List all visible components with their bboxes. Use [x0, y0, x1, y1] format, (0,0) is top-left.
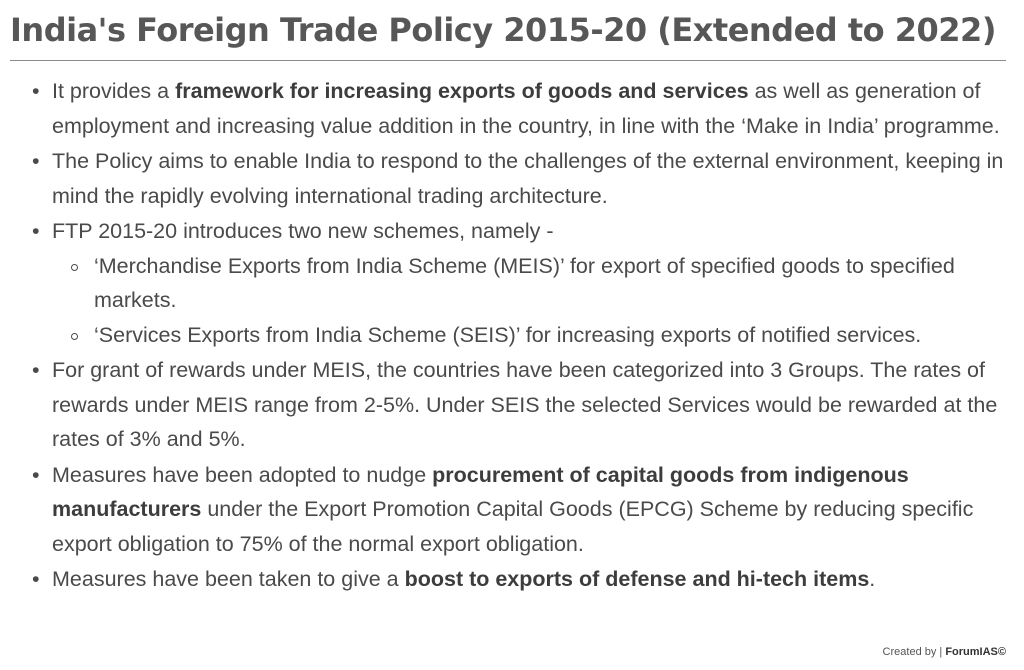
credit-prefix: Created by |: [882, 646, 946, 658]
bullet-item: [52, 144, 1012, 213]
bullet-item: [52, 353, 1012, 457]
bullet-item: [52, 74, 1012, 143]
bullet-item: [52, 214, 1012, 352]
bullet-bold-text: framework for increasing exports of goods and services: [175, 79, 749, 103]
credit-brand: ForumIAS©: [945, 646, 1006, 658]
bullet-item: [52, 458, 1012, 562]
credit-footer: [883, 644, 1006, 660]
bullet-bold-text: boost to exports of defense and hi-tech items: [404, 567, 870, 591]
bullet-text: For grant of rewards under MEIS, the countries have been categorized into 3 Groups. The rates of rewards under MEIS range from 2-5%. Under SEIS the selected Services would be rewarded at the rates of 3% and 5%.: [52, 358, 998, 451]
sub-bullet-item: ‘Merchandise Exports from India Scheme (MEIS)’ for export of specified goods to specified markets.: [94, 249, 1012, 318]
bullet-text: It provides a: [52, 79, 176, 103]
bullet-text: Measures have been adopted to nudge: [52, 462, 433, 487]
bullet-text: under the Export Promotion Capital Goods (EPCG) Scheme by reducing specific export obligation to 75% of the normal export obligation.: [52, 497, 974, 556]
bullet-item: [52, 562, 1012, 597]
bullet-text: as well as generation of employment and increasing value addition in the country, in line with the ‘Make in India’ programme.: [52, 79, 1000, 138]
bullet-bold-text: procurement of capital goods from indigenous manufacturers: [52, 462, 909, 521]
bullet-text: FTP 2015-20 introduces two new schemes, namely -: [52, 219, 554, 243]
page-title: India's Foreign Trade Policy 2015-20 (Extended to 2022): [10, 11, 996, 49]
bullet-text: Measures have been taken to give a: [52, 567, 405, 591]
bullet-text: .: [869, 567, 876, 591]
title-divider: [10, 60, 1006, 61]
sub-bullet-list: [52, 249, 1012, 353]
sub-bullet-item: ‘Services Exports from India Scheme (SEIS)’ for increasing exports of notified services.: [94, 318, 1012, 353]
bullet-text: The Policy aims to enable India to respond to the challenges of the external environment, keeping in mind the rapidly evolving international trading architecture.: [52, 149, 1004, 208]
bullet-list: [52, 74, 1012, 598]
